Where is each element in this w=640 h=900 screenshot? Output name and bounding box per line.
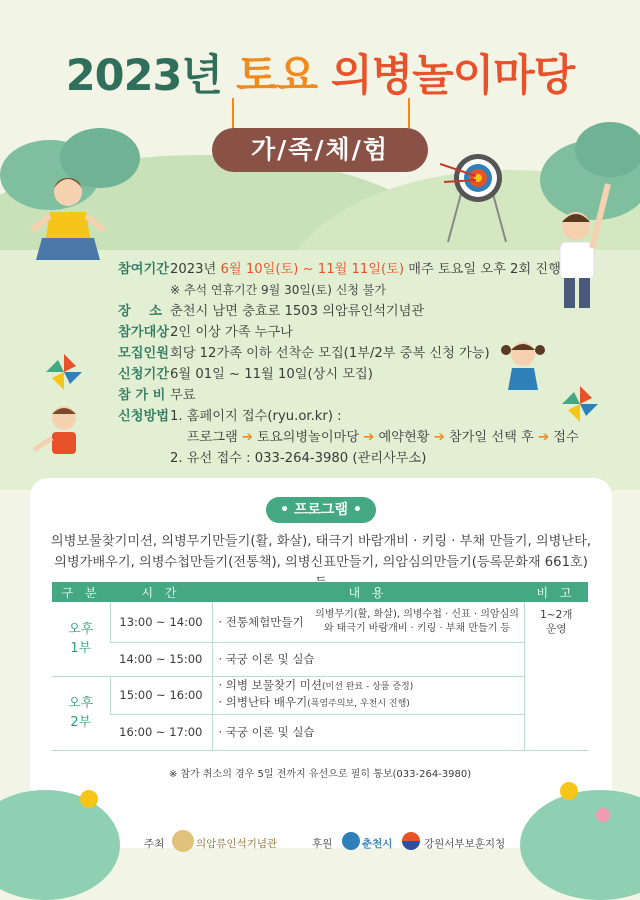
content-cell <box>212 676 524 714</box>
info-row <box>118 406 579 427</box>
info-label-empty <box>118 448 170 469</box>
table-row <box>52 676 588 714</box>
title-main: 의병놀이마당 <box>331 51 575 101</box>
decorative-line <box>232 98 234 128</box>
info-row <box>118 280 579 301</box>
item-subtext: (미션 완료 - 상품 증정) <box>322 682 414 692</box>
note-cell <box>524 676 588 714</box>
step-text: 접수 <box>549 430 579 445</box>
group-label: 오후 1부 <box>68 621 94 656</box>
info-value: 2인 이상 가족 누구나 <box>170 325 293 340</box>
info-note: ※ 추석 연휴기간 9월 30일(토) 신청 불가 <box>170 283 386 297</box>
content-item: · 전통체험만들기 <box>218 614 304 629</box>
archery-target-illustration <box>440 150 525 245</box>
column-header: 구 분 <box>52 582 110 602</box>
table-header-row <box>52 582 588 602</box>
flower-icon <box>596 808 610 822</box>
item-subtext: (폭염주의보, 우천시 진행) <box>307 699 410 709</box>
boy-illustration <box>32 402 102 464</box>
note-cell <box>524 602 588 642</box>
step-text: 예약현황 <box>374 430 434 445</box>
time-cell: 16:00 ~ 17:00 <box>110 714 212 750</box>
info-text: 매주 토요일 오후 2회 진행 <box>404 262 561 277</box>
host-logo-icon <box>172 830 194 852</box>
info-row <box>118 385 579 406</box>
info-label-empty <box>118 280 170 301</box>
flower-icon <box>80 790 98 808</box>
poster-title <box>0 42 640 103</box>
info-value <box>170 259 561 280</box>
column-header: 비 고 <box>524 582 588 602</box>
pinwheel-icon <box>44 352 84 392</box>
table-row <box>52 714 588 750</box>
info-label: 참여기간 <box>118 262 169 277</box>
step-text: 프로그램 <box>170 430 242 445</box>
info-value: 6월 01일 ~ 11월 10일(상시 모집) <box>170 367 373 382</box>
arrow-icon: ➔ <box>241 430 253 445</box>
decorative-line <box>408 98 410 128</box>
chuncheon-logo-icon <box>342 832 360 850</box>
time-cell: 13:00 ~ 14:00 <box>110 602 212 642</box>
note-cell <box>524 642 588 676</box>
info-row <box>118 343 579 364</box>
info-value: 2. 유선 접수 : 033-264-3980 (관리사무소) <box>170 451 427 466</box>
note-cell <box>524 714 588 750</box>
info-value: 춘천시 남면 충효로 1503 의암류인석기념관 <box>170 304 425 319</box>
title-saturday: 토요 <box>235 51 318 101</box>
sponsor-label: 후원 <box>312 838 333 850</box>
content-item <box>219 678 524 695</box>
item-text: · 의병 보물찾기 미션 <box>218 678 322 692</box>
info-value: 무료 <box>170 388 196 403</box>
host-label: 주최 <box>144 838 165 850</box>
content-detail: 의병무기(활, 화살), 의병수첩 · 신표 · 의암심의와 태극기 바람개비 · 키링 · 부채 만들기 등 <box>315 608 519 634</box>
info-label: 장 소 <box>118 304 162 319</box>
info-date-highlight: 6월 10일(토) ~ 11월 11일(토) <box>220 262 405 277</box>
content-cell: · 국궁 이론 및 실습 <box>212 642 524 676</box>
note-text: 1~2개 운영 <box>540 609 573 635</box>
info-label: 참가대상 <box>118 325 169 340</box>
info-label: 모집인원 <box>118 346 169 361</box>
info-label: 참 가 비 <box>118 388 166 403</box>
arrow-icon: ➔ <box>537 430 550 445</box>
info-value: 회당 12가족 이하 선착순 모집(1부/2부 중복 신청 가능) <box>170 346 490 361</box>
cancel-note: ※ 참가 취소의 경우 5일 전까지 유선으로 필히 통보(033-264-3980) <box>168 769 472 780</box>
group-label: 오후 2부 <box>68 696 94 730</box>
info-label: 신청방법 <box>118 409 169 424</box>
mother-illustration <box>28 170 108 270</box>
column-header: 시 간 <box>110 582 212 602</box>
content-cell: · 국궁 이론 및 실습 <box>212 714 524 750</box>
group-cell <box>52 602 110 676</box>
host-name: 의암류인석기념관 <box>196 838 278 850</box>
info-label: 신청기간 <box>118 367 169 382</box>
veterans-emblem-icon <box>402 832 420 850</box>
subtitle-pill: 가/족/체/험 <box>212 128 428 172</box>
item-text: · 의병난타 배우기 <box>218 695 308 709</box>
info-row <box>118 448 579 469</box>
program-pill: • 프로그램 • <box>266 497 376 523</box>
column-header: 내 용 <box>212 582 524 602</box>
flower-icon <box>560 782 578 800</box>
time-cell: 15:00 ~ 16:00 <box>110 676 212 714</box>
info-row <box>118 259 579 280</box>
sponsor-veterans: 강원서부보훈지청 <box>424 838 506 850</box>
table-row <box>52 642 588 676</box>
step-text: 토요의병놀이마당 <box>252 430 364 445</box>
group-cell <box>52 676 110 750</box>
info-value: 1. 홈페이지 접수(ryu.or.kr) : <box>170 409 342 424</box>
schedule-table <box>52 582 588 751</box>
content-cell <box>212 602 524 642</box>
sponsor-chuncheon: 춘천시 <box>362 838 393 850</box>
step-text: 참가일 선택 후 <box>444 430 538 445</box>
arrow-icon: ➔ <box>363 430 375 445</box>
info-row <box>118 364 579 385</box>
title-year: 2023년 <box>65 51 222 101</box>
arrow-icon: ➔ <box>433 430 445 445</box>
program-line: 의병가배우기, 의병수첩만들기(전통책), 의병신표만들기, 의암심의만들기(등록문화재 661호) <box>54 555 588 570</box>
program-line: 의병보물찾기미션, 의병무기만들기(활, 화살), 태극기 바람개비 · 키링 · 부채 만들기, 의병난타, <box>50 534 592 549</box>
info-text: 2023년 <box>170 262 221 277</box>
content-item <box>219 695 524 712</box>
info-steps <box>170 427 579 448</box>
time-cell: 14:00 ~ 15:00 <box>110 642 212 676</box>
info-label-empty <box>118 427 170 448</box>
table-row <box>52 602 588 642</box>
info-row <box>118 301 579 322</box>
info-row <box>118 322 579 343</box>
event-info <box>118 259 579 469</box>
info-row <box>118 427 579 448</box>
